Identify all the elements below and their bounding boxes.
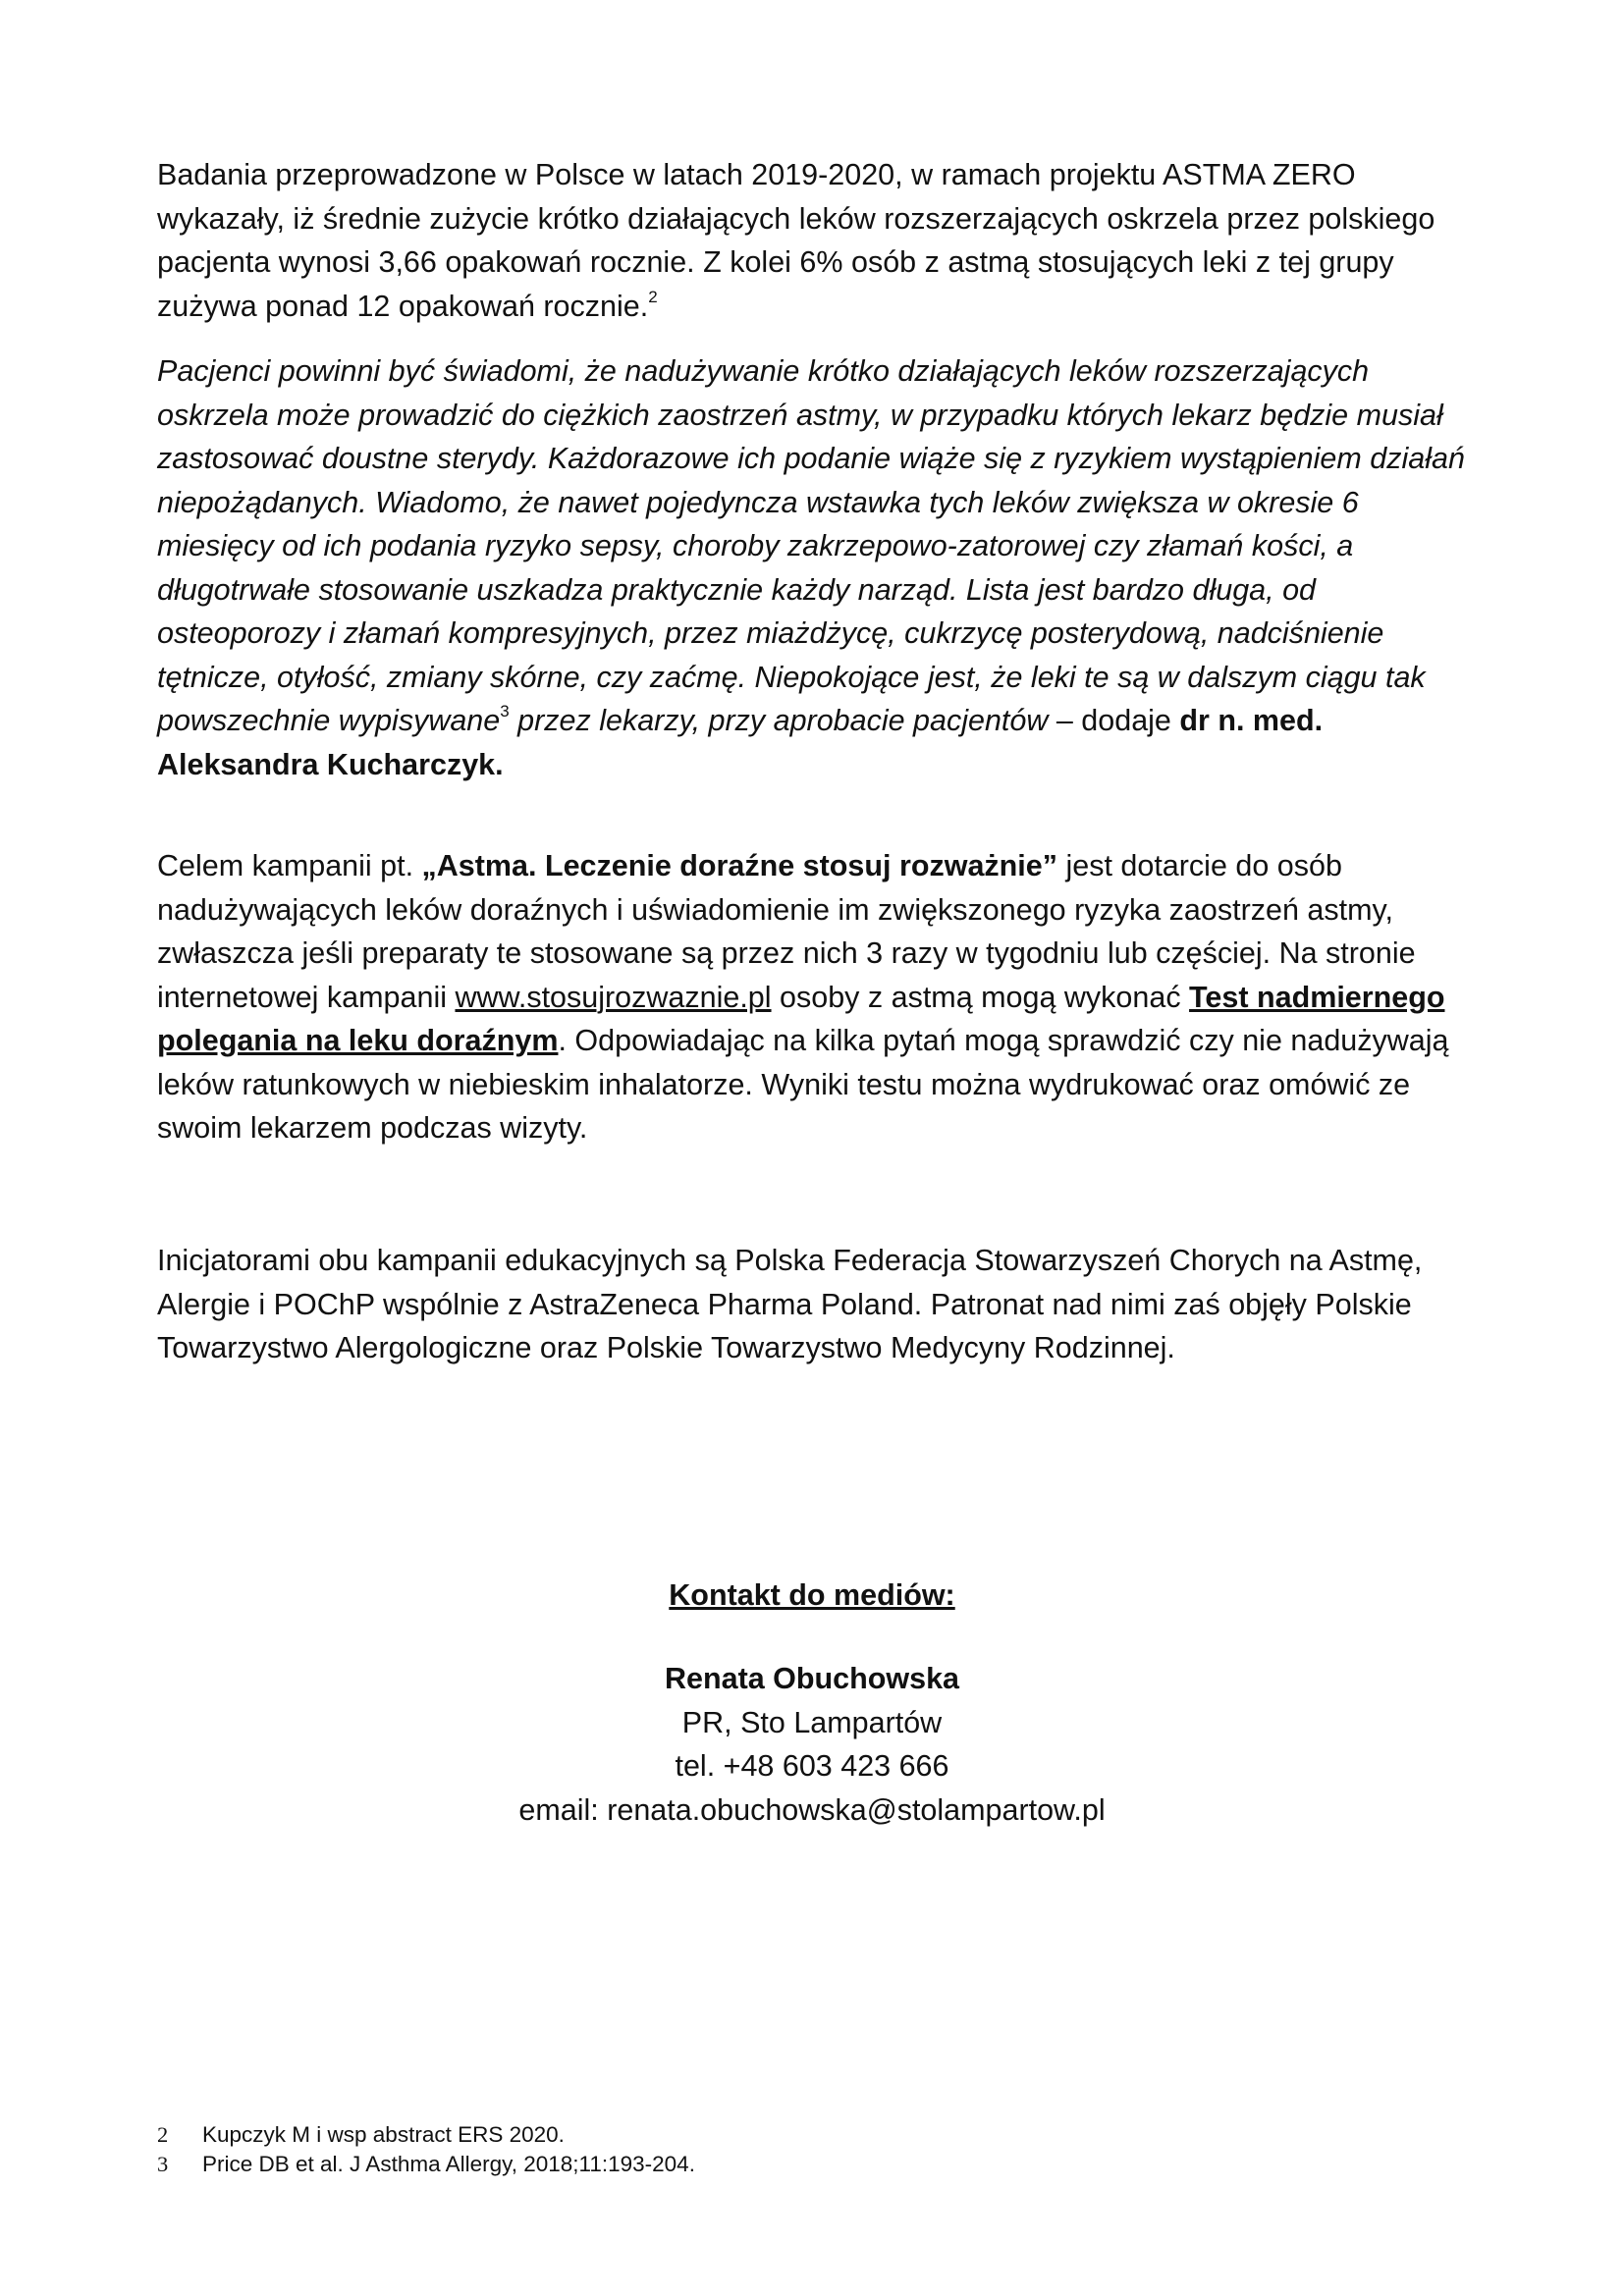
quote-text-end: przez lekarzy, przy aprobacie pacjentów <box>509 704 1049 737</box>
footnote-ref-3[interactable]: 3 <box>500 702 510 721</box>
paragraph-campaign-goal <box>157 844 1473 1150</box>
campaign-name: „Astma. Leczenie doraźne stosuj rozważnie” <box>421 849 1057 882</box>
footnote-number: 2 <box>157 2122 169 2147</box>
test-link[interactable]: Test nadmiernego polegania na leku doraźnym <box>157 980 1445 1057</box>
campaign-suffix: . Odpowiadając na kilka pytań mogą sprawdzić czy nie nadużywają leków ratunkowych w niebieskim inhalatorze. Wyniki testu można wydrukować oraz omówić ze swoim lekarzem podczas wizyty. <box>157 1024 1449 1145</box>
contact-email[interactable]: email: renata.obuchowska@stolampartow.pl <box>518 1792 1106 1827</box>
contact-role: PR, Sto Lampartów <box>681 1705 943 1739</box>
footnote-3 <box>157 2150 695 2179</box>
footnotes <box>157 2120 695 2179</box>
footnote-ref-2[interactable]: 2 <box>648 287 658 306</box>
paragraph-survey-results <box>157 153 1473 328</box>
footnote-number: 3 <box>157 2152 169 2176</box>
website-link[interactable]: www.stosujrozwaznie.pl <box>455 980 772 1014</box>
paragraph-text: Badania przeprowadzone w Polsce w latach 2019-2020, w ramach projektu ASTMA ZERO wykazały, iż średnie zużycie krótko działających leków rozszerzających oskrzela przez polskiego pacjenta wynosi 3,66 opakowań rocznie. Z kolei 6% osób z astmą stosujących leki z tej grupy zużywa ponad 12 opakowań rocznie. <box>157 158 1435 323</box>
paragraph-text: Inicjatorami obu kampanii edukacyjnych są Polska Federacja Stowarzyszeń Chorych na Astmę, Alergie i POChP wspólnie z AstraZeneca Pharma Poland. Patronat nad nimi zaś objęły Polskie Towarzystwo Alergologiczne oraz Polskie Towarzystwo Medycyny Rodzinnej. <box>157 1244 1423 1364</box>
contact-block <box>0 1657 1624 1832</box>
footnote-text: Kupczyk M i wsp abstract ERS 2020. <box>202 2122 565 2147</box>
campaign-prefix: Celem kampanii pt. <box>157 849 422 882</box>
quote-speaker: dr n. med. Aleksandra Kucharczyk. <box>157 704 1324 781</box>
footnote-2 <box>157 2120 695 2150</box>
footnote-text: Price DB et al. J Asthma Allergy, 2018;11:193-204. <box>202 2152 695 2176</box>
campaign-after-link: osoby z astmą mogą wykonać <box>771 980 1190 1014</box>
quote-text: Pacjenci powinni być świadomi, że nadużywanie krótko działających leków rozszerzających oskrzela może prowadzić do ciężkich zaostrzeń astmy, w przypadku których lekarz będzie musiał zastosować doustne sterydy. Każdorazowe ich podanie wiąże się z ryzykiem wystąpieniem działań niepożądanych. Wiadomo, że nawet pojedyncza wstawka tych leków zwiększa w okresie 6 miesięcy od ich podania ryzyko sepsy, choroby zakrzepowo-zatorowej czy złamań kości, a długotrwałe stosowanie uszkadza praktycznie każdy narząd. Lista jest bardzo długa, od osteoporozy i złamań kompresyjnych, przez miażdżycę, cukrzycę posterydową, nadciśnienie tętnicze, otyłość, zmiany skórne, czy zaćmę. Niepokojące jest, że leki te są w dalszym ciągu tak powszechnie wypisywane <box>157 354 1465 737</box>
paragraph-expert-quote <box>157 349 1473 786</box>
campaign-description: jest dotarcie do osób nadużywających leków doraźnych i uświadomienie im zwiększonego ryzyka zaostrzeń astmy, zwłaszcza jeśli preparaty te stosowane są przez nich 3 razy w tygodniu lub częściej. Na stronie internetowej kampanii <box>157 849 1416 1014</box>
paragraph-initiators <box>157 1239 1473 1370</box>
contact-phone: tel. +48 603 423 666 <box>675 1749 949 1783</box>
contact-name: Renata Obuchowska <box>665 1662 959 1695</box>
attribution-prefix: – dodaje <box>1048 704 1180 737</box>
contact-heading: Kontakt do mediów: <box>669 1578 955 1612</box>
